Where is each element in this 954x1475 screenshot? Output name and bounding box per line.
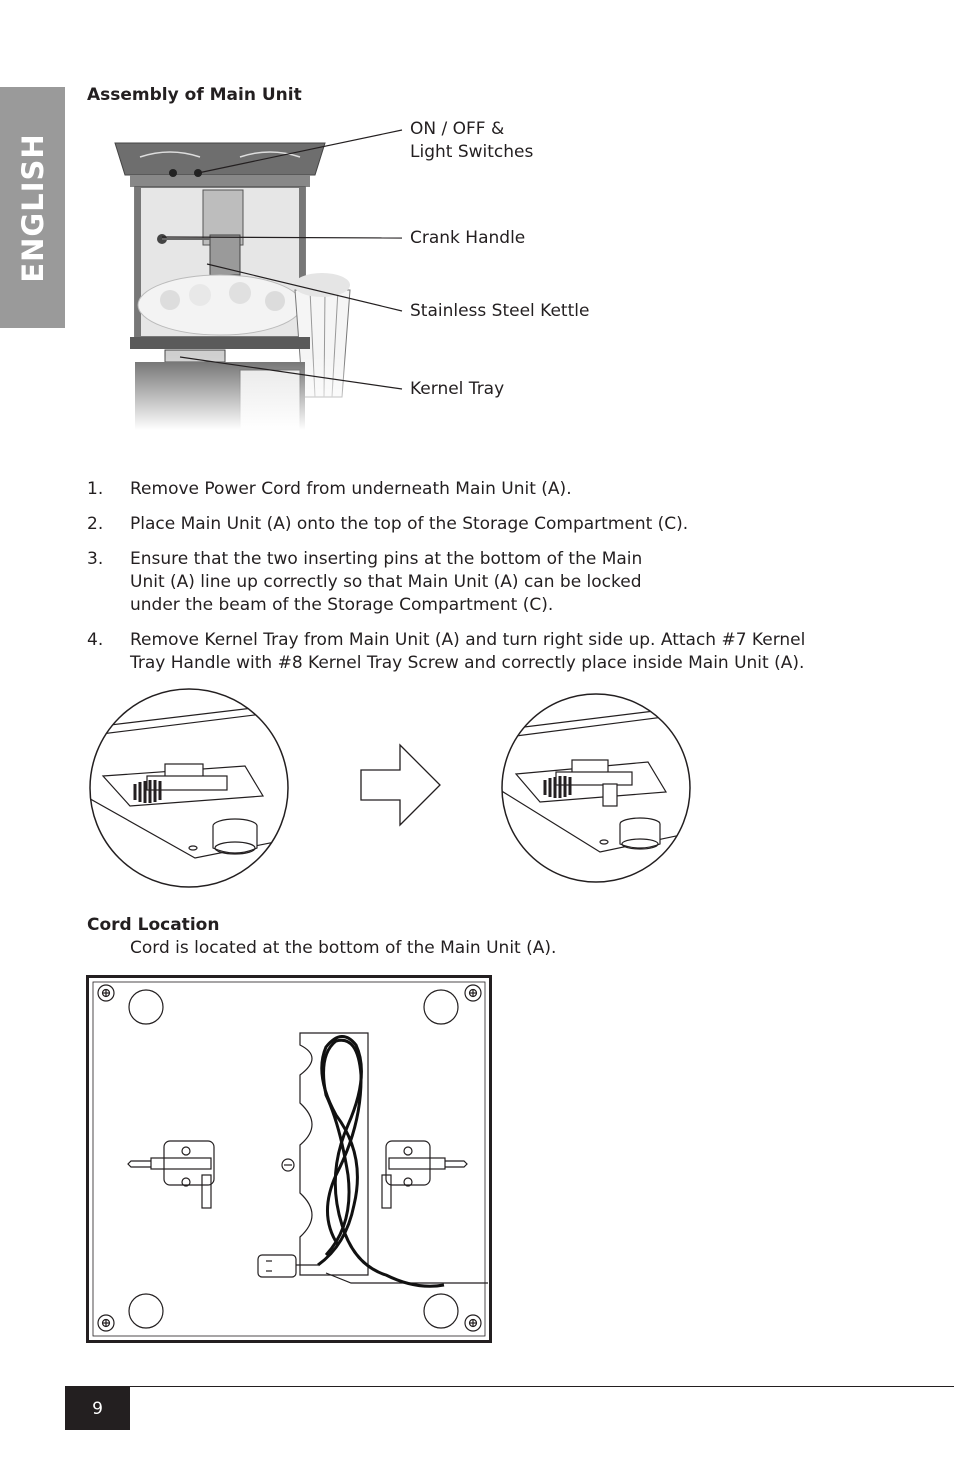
step-text: Remove Power Cord from underneath Main Unit (A).	[130, 479, 572, 499]
callout-switches: ON / OFF & Light Switches	[410, 119, 534, 162]
cord-location-title: Cord Location	[87, 915, 220, 935]
callout-kernel-tray: Kernel Tray	[410, 379, 505, 399]
callout-crank-handle: Crank Handle	[410, 228, 526, 248]
kernel-tray-before-diagram	[85, 688, 295, 893]
page-number: 9	[65, 1387, 130, 1430]
step-number: 1.	[87, 479, 104, 499]
step-item	[87, 548, 877, 617]
callout-kettle: Stainless Steel Kettle	[410, 301, 590, 321]
assembly-steps	[87, 478, 877, 687]
step-number: 2.	[87, 514, 104, 534]
step-item	[87, 478, 877, 501]
cord-location-description: Cord is located at the bottom of the Main Unit (A).	[130, 938, 557, 958]
right-arrow-icon	[358, 742, 444, 828]
step-text: Remove Kernel Tray from Main Unit (A) and turn right side up. Attach #7 Kernel Tray Handle with #8 Kernel Tray Screw and correctly place inside Main Unit (A).	[130, 630, 806, 673]
assembly-title: Assembly of Main Unit	[87, 85, 302, 105]
cord-location-diagram	[86, 975, 492, 1343]
step-number: 4.	[87, 630, 104, 650]
step-item	[87, 513, 877, 536]
step-text: Place Main Unit (A) onto the top of the Storage Compartment (C).	[130, 514, 689, 534]
kernel-tray-after-diagram	[500, 692, 695, 887]
step-number: 3.	[87, 549, 104, 569]
language-tab-label: ENGLISH	[15, 132, 50, 283]
step-text: Ensure that the two inserting pins at the bottom of the Main Unit (A) line up correctly so that Main Unit (A) can be locked under the beam of the Storage Compartment (C).	[130, 549, 643, 615]
step-item	[87, 629, 877, 675]
footer-rule	[65, 1386, 954, 1387]
